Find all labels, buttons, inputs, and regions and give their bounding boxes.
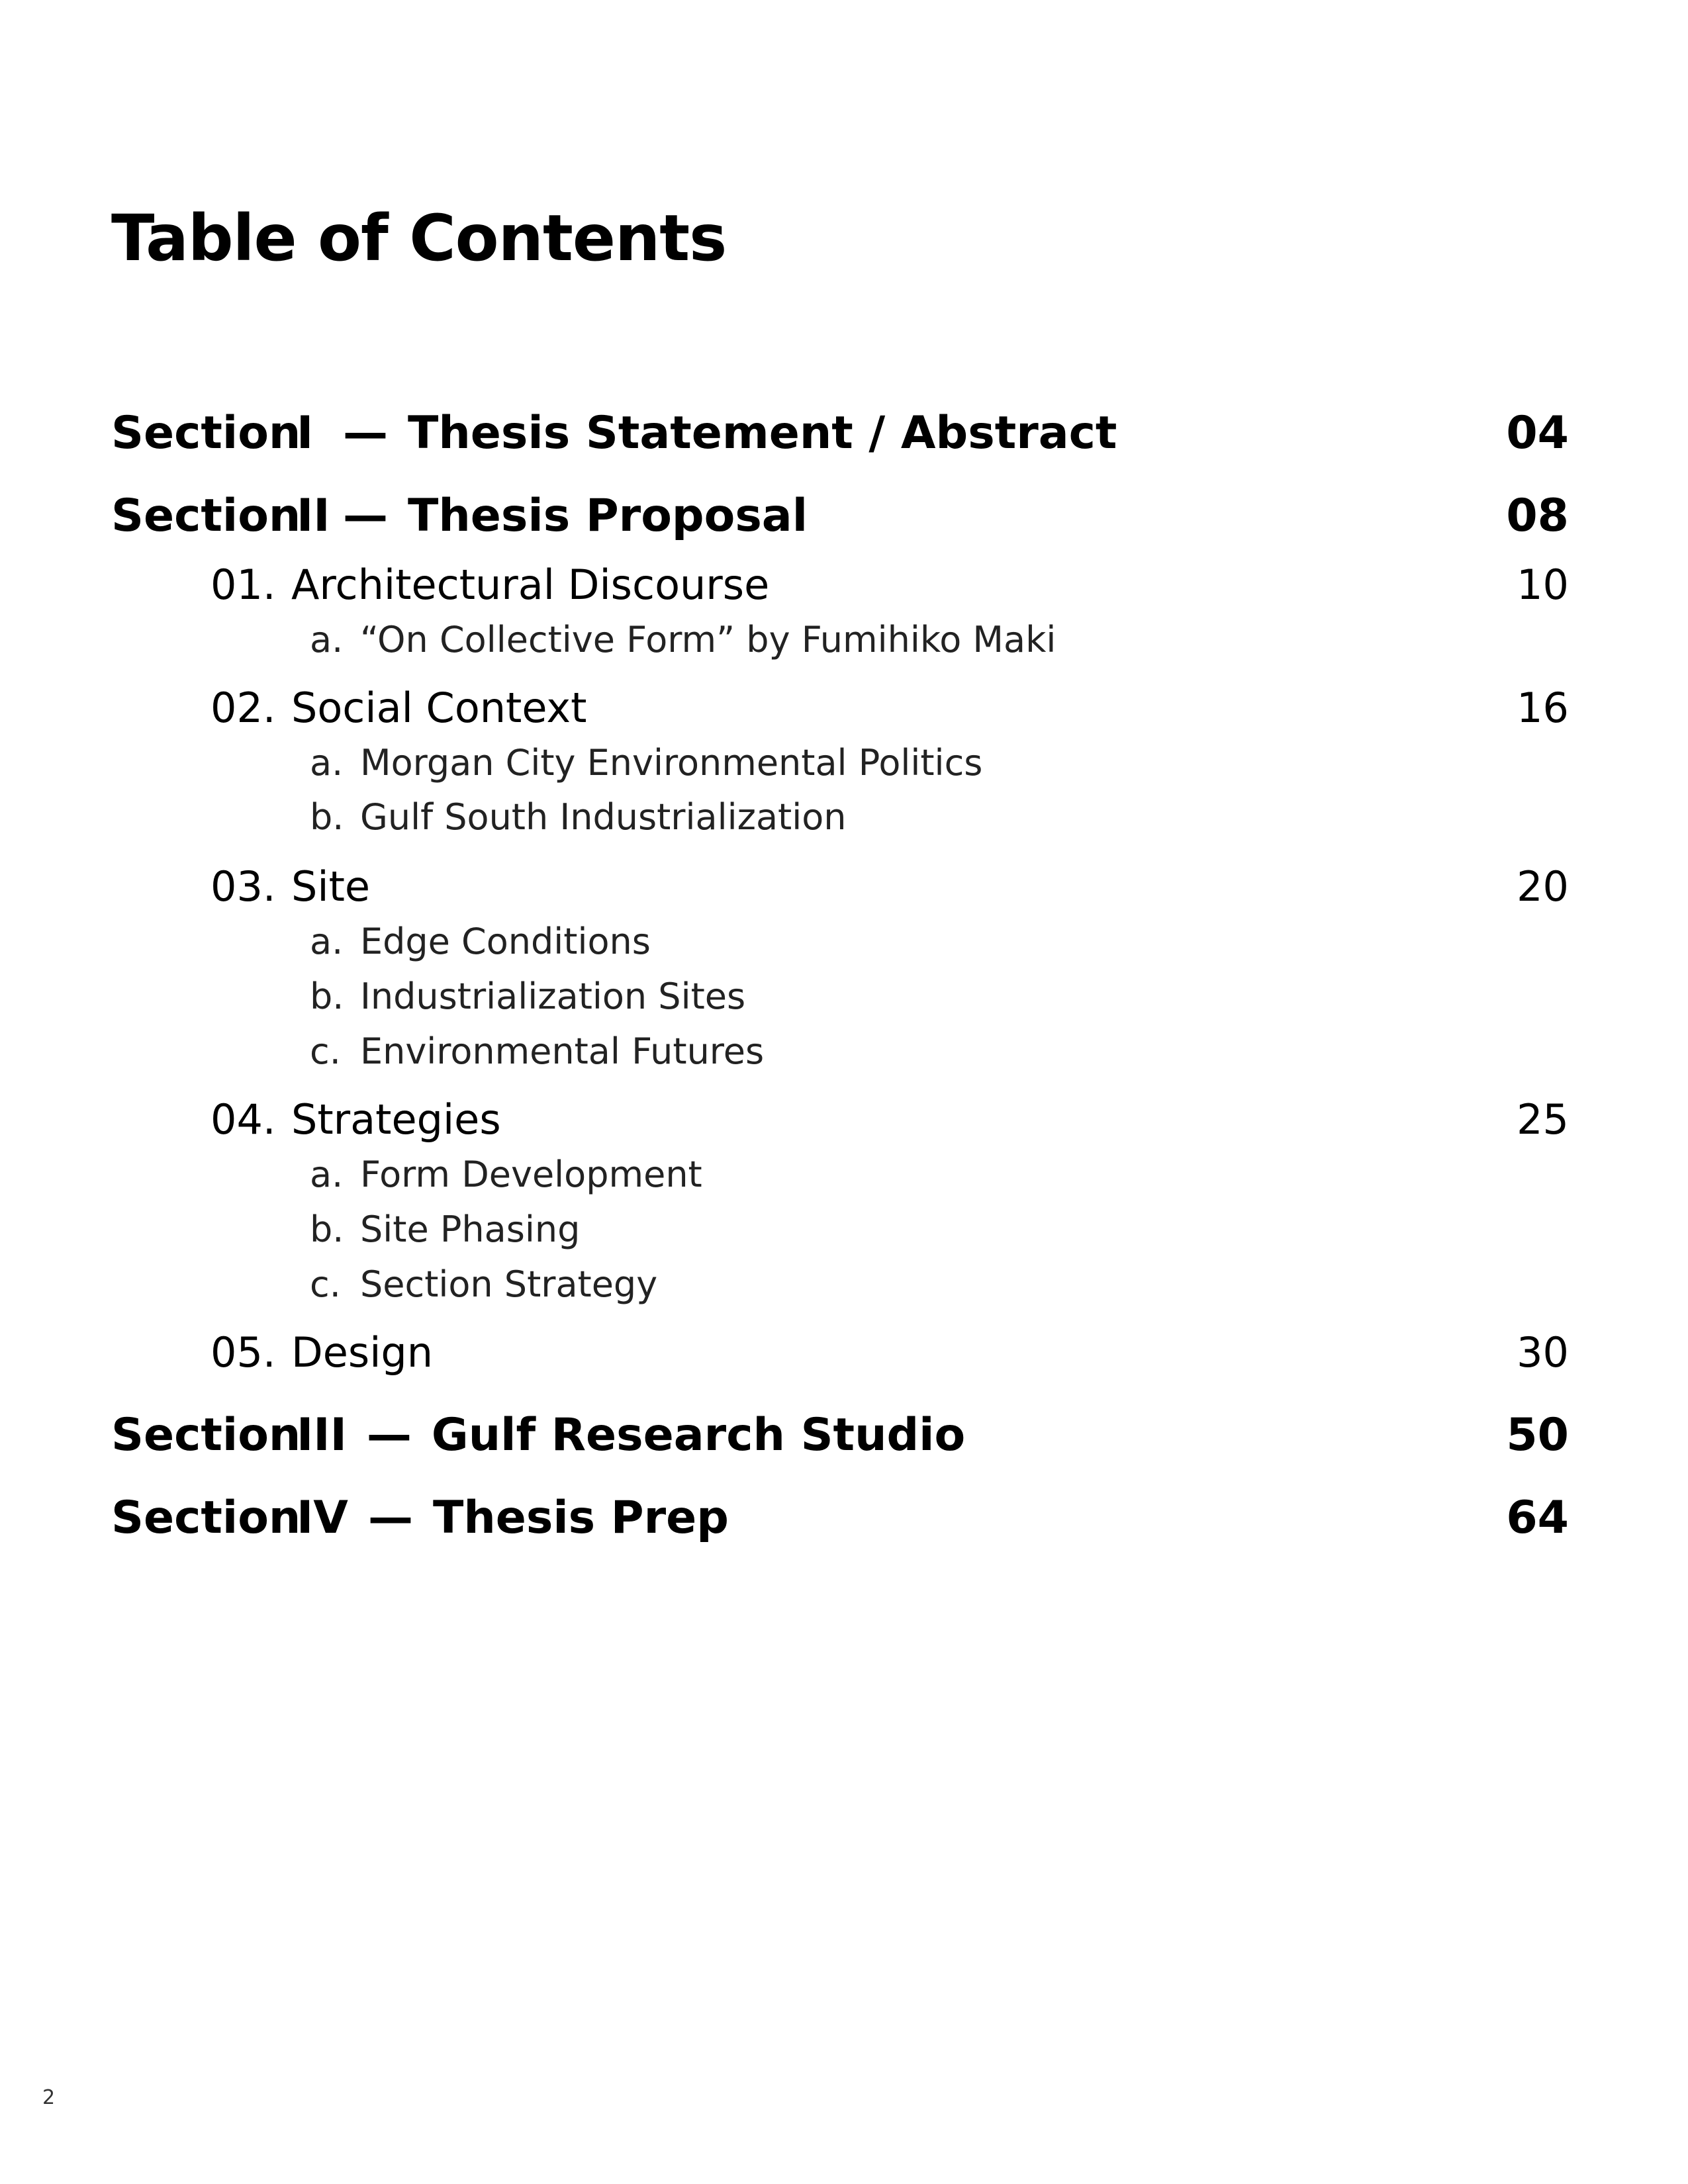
subitem-letter: a.: [310, 1154, 344, 1195]
toc-chapter-label: [211, 559, 769, 612]
toc-section-label: [111, 404, 1117, 463]
chapter-number: 05.: [211, 1328, 276, 1377]
section-word: Section: [111, 490, 301, 542]
toc-chapter-05[interactable]: [0, 1326, 1688, 1379]
subitem-title: Morgan City Environmental Politics: [360, 742, 983, 784]
chapter-number: 02.: [211, 684, 276, 732]
toc-chapter-label: [211, 1326, 433, 1379]
section-number: IV: [297, 1492, 348, 1544]
chapter-title: Strategies: [291, 1095, 501, 1144]
toc-subitem-label: [310, 740, 982, 786]
section-page-number: 08: [1506, 490, 1569, 542]
toc-subitem-label: [310, 1206, 580, 1253]
subitem-title: “On Collective Form” by Fumihiko Maki: [360, 619, 1056, 660]
toc-section-1[interactable]: [0, 404, 1688, 463]
chapter-page-number: 16: [1517, 684, 1569, 732]
toc-subitem[interactable]: [0, 1028, 1688, 1075]
subitem-letter: b.: [310, 976, 344, 1017]
subitem-letter: b.: [310, 796, 344, 838]
toc-subitem[interactable]: [0, 919, 1688, 965]
toc-subitem-label: [310, 919, 651, 965]
chapter-title: Design: [291, 1328, 434, 1377]
section-title: Thesis Proposal: [408, 490, 808, 542]
section-number: III: [297, 1409, 347, 1461]
section-number: II: [297, 490, 330, 542]
subitem-letter: a.: [310, 619, 344, 660]
subitem-letter: c.: [310, 1030, 341, 1072]
subitem-title: Section Strategy: [360, 1263, 658, 1305]
toc-subitem-label: [310, 1028, 764, 1075]
toc-subitem[interactable]: [0, 1261, 1688, 1308]
toc-section-label: [111, 1488, 729, 1548]
section-page-number: 64: [1506, 1492, 1569, 1544]
toc-subitem-label: [310, 617, 1056, 663]
toc-subitem-label: [310, 794, 846, 841]
subitem-title: Industrialization Sites: [360, 976, 746, 1017]
section-dash: —: [343, 407, 388, 459]
section-title: Thesis Prep: [432, 1492, 729, 1544]
subitem-letter: a.: [310, 921, 344, 962]
chapter-title: Social Context: [291, 684, 587, 732]
toc-chapter-03[interactable]: [0, 860, 1688, 913]
toc-chapter-label: [211, 682, 586, 735]
chapter-page-number: 30: [1517, 1328, 1569, 1377]
section-page-number: 50: [1506, 1409, 1569, 1461]
page-title: Table of Contents: [111, 201, 727, 275]
toc-chapter-04[interactable]: [0, 1093, 1688, 1146]
subitem-title: Site Phasing: [360, 1208, 581, 1250]
section-title: Thesis Statement / Abstract: [408, 407, 1117, 459]
toc-section-2[interactable]: [0, 486, 1688, 546]
section-title: Gulf Research Studio: [431, 1409, 966, 1461]
toc-section-3[interactable]: [0, 1406, 1688, 1465]
toc-chapter-02[interactable]: [0, 682, 1688, 735]
chapter-title: Site: [291, 862, 371, 911]
toc-subitem[interactable]: [0, 1206, 1688, 1253]
toc-subitem-label: [310, 974, 745, 1020]
chapter-page-number: 20: [1517, 862, 1569, 911]
section-word: Section: [111, 1409, 301, 1461]
subitem-title: Edge Conditions: [360, 921, 651, 962]
toc-section-label: [111, 1406, 965, 1465]
toc-subitem[interactable]: [0, 617, 1688, 663]
chapter-title: Architectural Discourse: [291, 561, 770, 609]
chapter-page-number: 10: [1517, 561, 1569, 609]
chapter-number: 03.: [211, 862, 276, 911]
toc-subitem[interactable]: [0, 740, 1688, 786]
chapter-number: 01.: [211, 561, 276, 609]
subitem-title: Form Development: [360, 1154, 702, 1195]
toc-chapter-01[interactable]: [0, 559, 1688, 612]
section-dash: —: [343, 490, 388, 542]
toc-subitem-label: [310, 1261, 657, 1308]
section-number: I: [297, 407, 314, 459]
section-word: Section: [111, 407, 301, 459]
toc-section-4[interactable]: [0, 1488, 1688, 1548]
section-dash: —: [367, 1492, 413, 1544]
toc-subitem[interactable]: [0, 1152, 1688, 1198]
toc-chapter-label: [211, 1093, 501, 1146]
chapter-number: 04.: [211, 1095, 276, 1144]
subitem-letter: c.: [310, 1263, 341, 1305]
section-word: Section: [111, 1492, 301, 1544]
subitem-title: Environmental Futures: [360, 1030, 765, 1072]
toc-subitem[interactable]: [0, 794, 1688, 841]
chapter-page-number: 25: [1517, 1095, 1569, 1144]
subitem-letter: a.: [310, 742, 344, 784]
toc-subitem-label: [310, 1152, 702, 1198]
subitem-letter: b.: [310, 1208, 344, 1250]
page-folio-number: 2: [42, 2086, 56, 2109]
toc-chapter-label: [211, 860, 370, 913]
toc-subitem[interactable]: [0, 974, 1688, 1020]
subitem-title: Gulf South Industrialization: [360, 796, 847, 838]
toc-section-label: [111, 486, 808, 546]
section-page-number: 04: [1506, 407, 1569, 459]
section-dash: —: [366, 1409, 412, 1461]
